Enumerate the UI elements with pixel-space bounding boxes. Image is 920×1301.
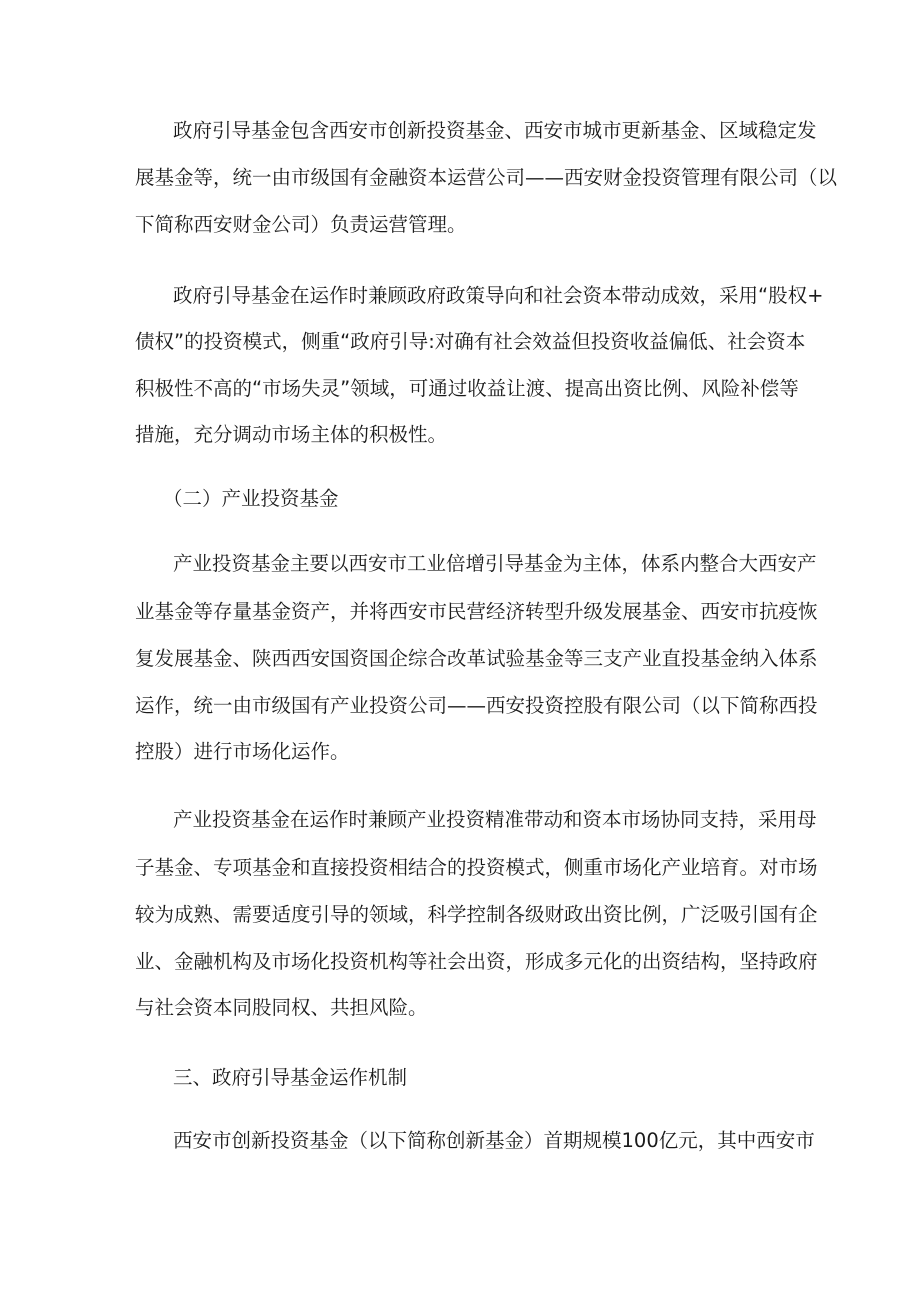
paragraph-3-line-2: 业基金等存量基金资产，并将西安市民营经济转型升级发展基金、西安市抗疫恢 [135,600,818,623]
paragraph-1-line-2: 展基金等，统一由市级国有金融资本运营公司——西安财金投资管理有限公司（以 [135,166,838,189]
paragraph-3-line-3: 复发展基金、陕西西安国资国企综合改革试验基金等三支产业直投基金纳入体系 [135,647,818,670]
paragraph-3-line-5: 控股）进行市场化运作。 [135,740,350,763]
paragraph-4-line-1: 产业投资基金在运作时兼顾产业投资精准带动和资本市场协同支持，采用母 [173,808,817,831]
paragraph-1-line-1: 政府引导基金包含西安市创新投资基金、西安市城市更新基金、区域稳定发 [173,119,817,142]
paragraph-2-line-2: 债权”的投资模式，侧重“政府引导:对确有社会效益但投资收益偏低、社会资本 [135,330,806,353]
section-heading-mechanism: 三、政府引导基金运作机制 [173,1066,408,1089]
paragraph-3-line-4: 运作，统一由市级国有产业投资公司——西安投资控股有限公司（以下简称西投 [135,694,818,717]
paragraph-1-line-3: 下简称西安财金公司）负责运营管理。 [135,213,467,236]
paragraph-4-line-3: 较为成熟、需要适度引导的领域，科学控制各级财政出资比例，广泛吸引国有企 [135,903,818,926]
section-heading-industry-fund: （二）产业投资基金 [163,487,339,510]
paragraph-2-line-4: 措施，充分调动市场主体的积极性。 [135,423,448,446]
paragraph-4-line-2: 子基金、专项基金和直接投资相结合的投资模式，侧重市场化产业培育。对市场 [135,856,818,879]
paragraph-3-line-1: 产业投资基金主要以西安市工业倍增引导基金为主体，体系内整合大西安产 [173,552,817,575]
paragraph-5-line-1: 西安市创新投资基金（以下简称创新基金）首期规模100亿元，其中西安市 [173,1129,815,1152]
paragraph-2-line-1: 政府引导基金在运作时兼顾政府政策导向和社会资本带动成效，采用“股权+ [173,284,824,307]
paragraph-4-line-5: 与社会资本同股同权、共担风险。 [135,996,428,1019]
paragraph-4-line-4: 业、金融机构及市场化投资机构等社会出资，形成多元化的出资结构，坚持政府 [135,950,818,973]
paragraph-2-line-3: 积极性不高的“市场失灵”领域，可通过收益让渡、提高出资比例、风险补偿等 [135,377,799,400]
